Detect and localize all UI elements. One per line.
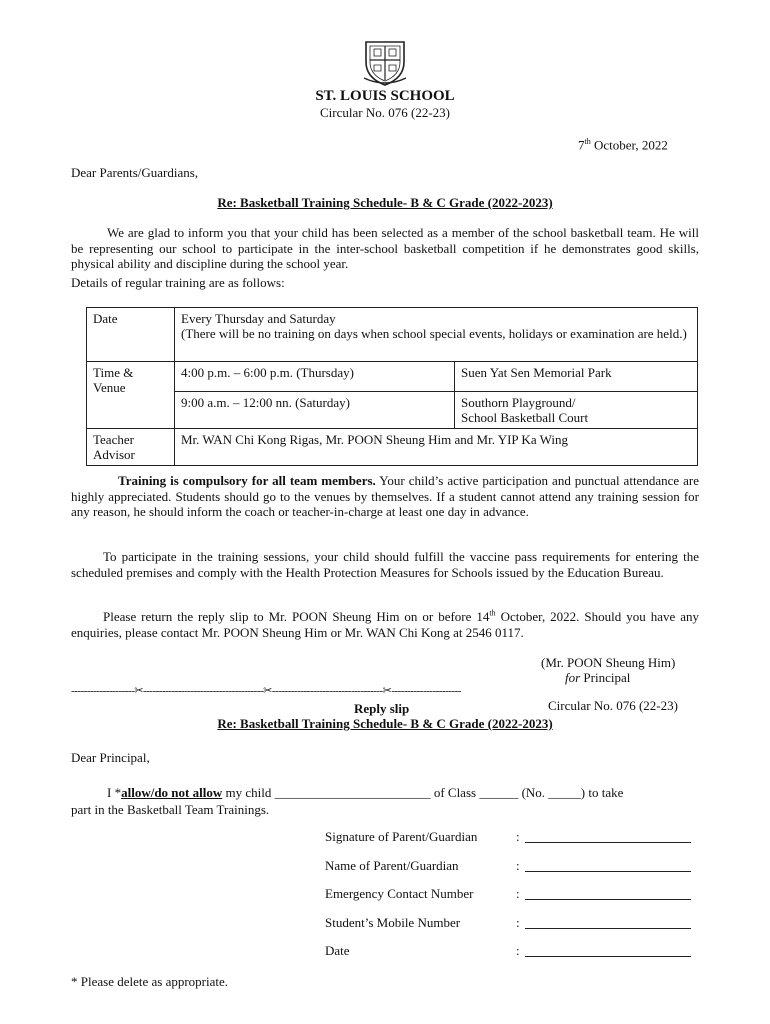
- signature-field[interactable]: Signature of Parent/Guardian :: [325, 829, 705, 847]
- paragraph-intro: We are glad to inform you that your child has been selected as a member of the school basketball team. He will be representing our school to participate in the inter-school basketball competition if he demonstrates good skills, physical ability and discipline during the school year.: [71, 225, 699, 271]
- advisor-names: Mr. WAN Chi Kong Rigas, Mr. POON Sheung Him and Mr. YIP Ka Wing: [175, 429, 698, 466]
- student-mobile-field[interactable]: Student’s Mobile Number :: [325, 915, 705, 933]
- guardian-name-blank[interactable]: [525, 871, 691, 872]
- paragraph-reply-instructions: Please return the reply slip to Mr. POON Sheung Him on or before 14th October, 2022. Should you have any enquiries, please contact Mr. POON Sheung Him or Mr. WAN Chi Kong at 2546 0117.: [71, 608, 699, 640]
- table-row-saturday: [87, 392, 698, 429]
- salutation: Dear Parents/Guardians,: [71, 165, 199, 180]
- details-intro: Details of regular training are as follows:: [71, 275, 285, 290]
- consent-line-2: part in the Basketball Team Trainings.: [71, 802, 270, 817]
- school-crest-icon: [362, 38, 408, 88]
- advisor-label: Teacher Advisor: [87, 429, 175, 466]
- time-venue-label: Time & Venue: [87, 362, 175, 429]
- emergency-contact-field[interactable]: Emergency Contact Number :: [325, 886, 705, 904]
- reply-slip-title: Reply slip: [354, 701, 410, 716]
- circular-number: Circular No. 076 (22-23): [320, 105, 450, 120]
- table-row-thursday: [87, 362, 698, 392]
- thursday-venue: Suen Yat Sen Memorial Park: [455, 362, 698, 392]
- cut-line: --------------------✂--------------------------------------✂-----------------------------------✂----------------------: [71, 685, 461, 697]
- letter-date: 7th October, 2022: [578, 137, 668, 153]
- reply-subject: Re: Basketball Training Schedule- B & C Grade (2022-2023): [217, 716, 553, 731]
- school-name: ST. LOUIS SCHOOL: [315, 88, 455, 104]
- reply-circular-number: Circular No. 076 (22-23): [548, 698, 678, 713]
- date-blank[interactable]: [525, 956, 691, 957]
- table-row-advisor: [87, 429, 698, 466]
- footnote: * Please delete as appropriate.: [71, 974, 229, 989]
- table-row-date: [87, 308, 698, 362]
- letter-subject: Re: Basketball Training Schedule- B & C Grade (2022-2023): [217, 195, 553, 210]
- guardian-name-field[interactable]: Name of Parent/Guardian :: [325, 858, 705, 876]
- date-value: Every Thursday and Saturday (There will be no training on days when school special events, holidays or examination are held.): [175, 308, 698, 362]
- consent-line: I *allow/do not allow my child ________________________ of Class ______ (No. _____) to take: [107, 785, 624, 800]
- signer-title: for Principal: [565, 670, 631, 685]
- reply-salutation: Dear Principal,: [71, 750, 150, 765]
- emergency-contact-blank[interactable]: [525, 899, 691, 900]
- date-field[interactable]: Date :: [325, 943, 705, 961]
- date-label: Date: [87, 308, 175, 362]
- training-details-table: [86, 307, 698, 466]
- thursday-time: 4:00 p.m. – 6:00 p.m. (Thursday): [175, 362, 455, 392]
- saturday-time: 9:00 a.m. – 12:00 nn. (Saturday): [175, 392, 455, 429]
- paragraph-compulsory: Training is compulsory for all team members. Your child’s active participation and punctual attendance are highly appreciated. Students should go to the venues by themselves. If a student cannot attend any training session for any reason, he should inform the coach or teacher-in-charge at least one day in advance.: [71, 473, 699, 519]
- signer-name: (Mr. POON Sheung Him): [541, 655, 676, 670]
- paragraph-vaccine: To participate in the training sessions, your child should fulfill the vaccine pass requirements for entering the scheduled premises and comply with the Health Protection Measures for Schools issued by the Education Bureau.: [71, 549, 699, 580]
- student-mobile-blank[interactable]: [525, 928, 691, 929]
- allow-choice[interactable]: allow/do not allow: [121, 785, 223, 800]
- saturday-venue: Southorn Playground/ School Basketball Court: [455, 392, 698, 429]
- signature-blank[interactable]: [525, 842, 691, 843]
